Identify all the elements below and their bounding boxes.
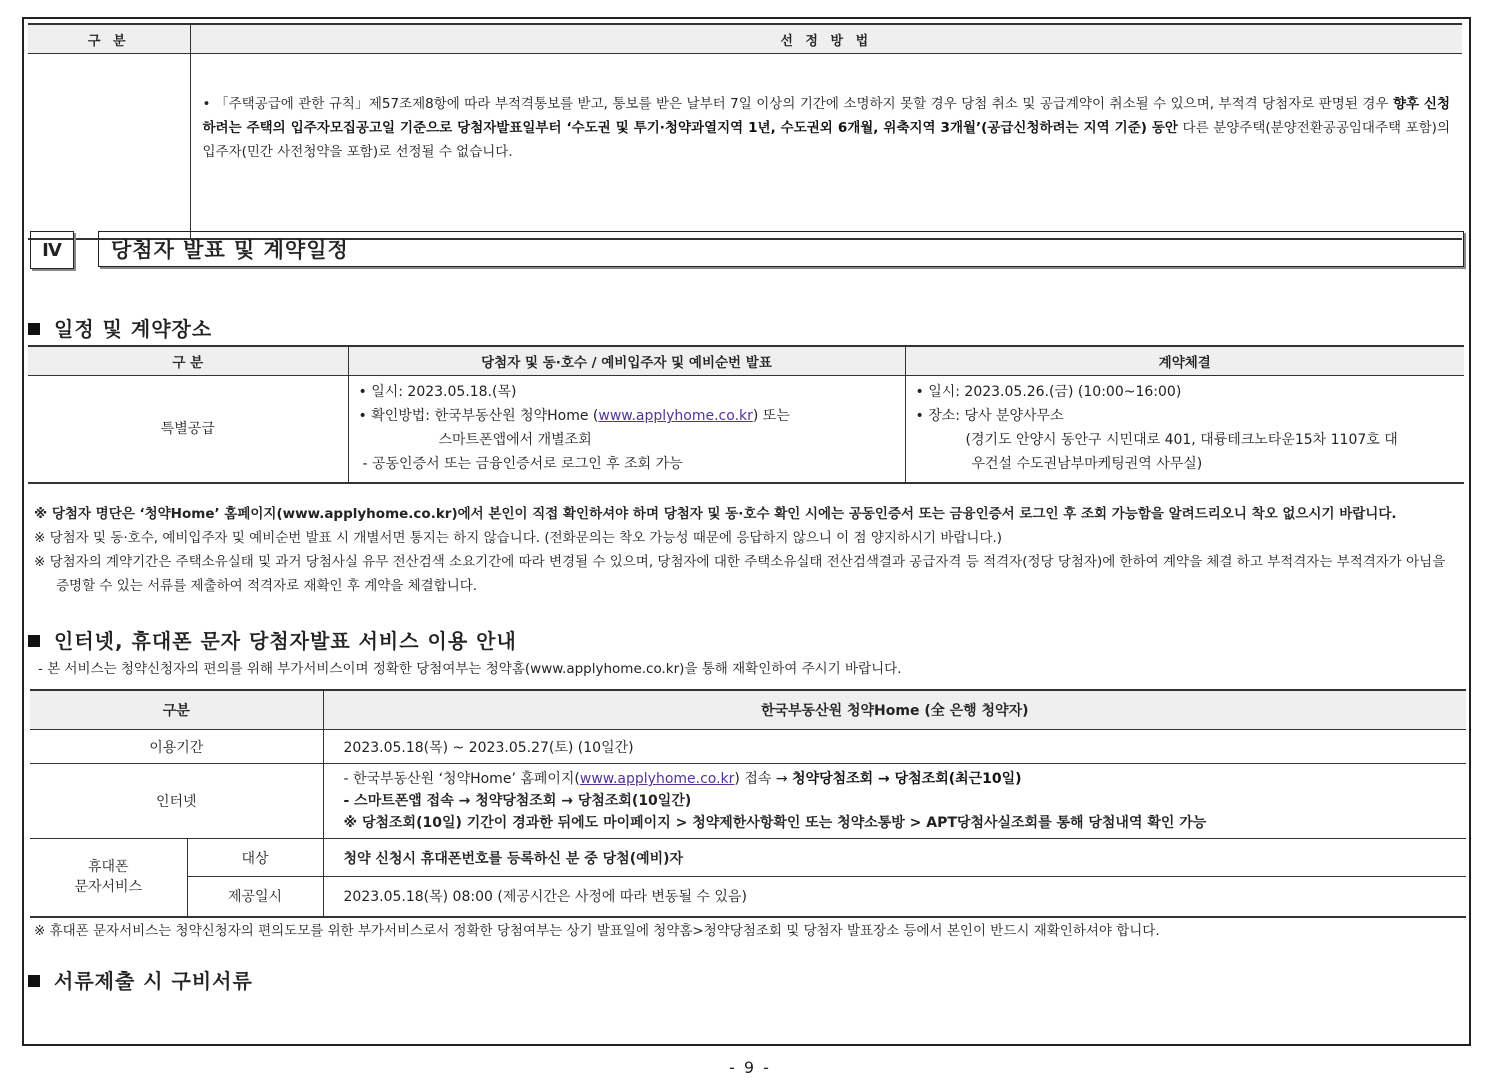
provide-date-label: 제공일시 [187, 877, 323, 917]
internet-line-2: - 스마트폰앱 접속 → 청약당첨조회 → 당첨조회(10일간) [343, 793, 692, 809]
row-label-special-supply: 특별공급 [28, 376, 348, 484]
section-header [30, 231, 1468, 271]
docs-heading: 서류제출 시 구비서류 [28, 965, 253, 994]
announce-date: • 일시: 2023.05.18.(목) [358, 384, 517, 400]
note-item: ※ 당첨자의 계약기간은 주택소유실태 및 과거 당첨사실 유무 전산검색 소요기간에 따라 변경될 수 있으며, 당첨자에 대한 주택소유실태 전산검색결과 공급자격 등 적격자(정당 당첨자)에 한하여 계약을 체결 하고 부적격자는 부적격자가 아님을 증명할 수 있는 서류를 제출하여 적격자로 재확인 후 계약을 체결합니다. [34, 554, 1446, 594]
svc-col-applyhome: 한국부동산원 청약Home (全 은행 청약자) [323, 690, 1466, 730]
service-heading: 인터넷, 휴대폰 문자 당첨자발표 서비스 이용 안내 [28, 625, 517, 654]
contract-address-1: (경기도 안양시 동안구 시민대로 401, 대륭테크노타운15차 1107호 대 [965, 432, 1398, 448]
sms-service-label: 휴대폰 문자서비스 [30, 839, 187, 917]
contract-date: • 일시: 2023.05.26.(금) (10:00~16:00) [915, 384, 1182, 400]
section-number: Ⅳ [30, 231, 74, 269]
applyhome-link[interactable]: www.applyhome.co.kr [579, 771, 735, 787]
empty-category-cell [28, 54, 190, 240]
internet-line-1: - 한국부동산원 ‘청약Home’ 홈페이지(www.applyhome.co.kr) 접속 → 청약당첨조회 → 당첨조회(최근10일) [343, 771, 1022, 787]
sched-col-contract: 계약체결 [905, 346, 1464, 376]
period-value: 2023.05.18(목) ~ 2023.05.27(토) (10일간) [323, 730, 1466, 764]
applyhome-link[interactable]: www.applyhome.co.kr [598, 408, 753, 424]
provide-date-value: 2023.05.18(목) 08:00 (제공시간은 사정에 따라 변동될 수 있음) [323, 877, 1466, 917]
schedule-notes [34, 502, 1460, 598]
schedule-table [28, 345, 1464, 484]
sched-col-announcement: 당첨자 및 동·호수 / 예비입주자 및 예비순번 발표 [348, 346, 905, 376]
target-label: 대상 [187, 839, 323, 877]
service-table [30, 689, 1466, 918]
internet-details [323, 764, 1466, 839]
announce-method-line2: 스마트폰앱에서 개별조회 [438, 432, 592, 448]
schedule-heading: 일정 및 계약장소 [28, 313, 212, 342]
service-subnote: - 본 서비스는 청약신청자의 편의를 위해 부가서비스이며 정확한 당첨여부는 청약홈(www.applyhome.co.kr)을 통해 재확인하여 주시기 바랍니다. [38, 661, 902, 677]
contract-address-2: 우건설 수도권남부마케팅권역 사무실) [971, 456, 1203, 472]
square-bullet-icon [28, 975, 40, 987]
section-title: 당첨자 발표 및 계약일정 [98, 231, 1464, 267]
ineligibility-rule-text: • 「주택공급에 관한 규칙」제57조제8항에 따라 부적격통보를 받고, 통보를 받은 날부터 7일 이상의 기간에 소명하지 못할 경우 당첨 취소 및 공급계약이 취소될 수 있으며, 부적격 당첨자로 판명된 경우 향후 신청하려는 주택의 입주자모집공고일 기준으로 당첨자발표일부터 ‘수도권 및 투기·청약과열지역 1년, 수도권외 6개월, 위축지역 3개월’(공급신청하려는 지역 기준) 동안 다른 분양주택(분양전환공공임대주택 포함)의 입주자(민간 사전청약을 포함)로 선정될 수 없습니다. [190, 54, 1462, 240]
selection-method-table [28, 23, 1462, 240]
svc-col-category: 구분 [30, 690, 323, 730]
internet-line-3: ※ 당첨조회(10일) 기간이 경과한 뒤에도 마이페이지 > 청약제한사항확인 또는 청약소통방 > APT당첨사실조회를 통해 당첨내역 확인 가능 [343, 815, 1207, 831]
note-item: ※ 당첨자 명단은 ‘청약Home’ 홈페이지(www.applyhome.co.kr)에서 본인이 직접 확인하셔야 하며 당첨자 및 동·호수 확인 시에는 공동인증서 또는 금융인증서 로그인 후 조회 가능함을 알려드리오니 착오 없으시기 바랍니다. [34, 506, 1397, 522]
note-item: ※ 당첨자 및 동·호수, 예비입주자 및 예비순번 발표 시 개별서면 통지는 하지 않습니다. (전화문의는 착오 가능성 때문에 응답하지 않으니 이 점 양지하시기 바랍니다.) [34, 530, 1003, 546]
square-bullet-icon [28, 635, 40, 647]
square-bullet-icon [28, 323, 40, 335]
page-number: - 9 - [729, 1058, 771, 1077]
sms-footnote: ※ 휴대폰 문자서비스는 청약신청자의 편의도모를 위한 부가서비스로서 정확한 당첨여부는 상기 발표일에 청약홈>청약당첨조회 및 당첨자 발표장소 등에서 본인이 반드시 재확인하셔야 합니다. [34, 923, 1160, 939]
announcement-details [348, 376, 905, 484]
target-value: 청약 신청시 휴대폰번호를 등록하신 분 중 당첨(예비)자 [323, 839, 1466, 877]
contract-place: • 장소: 당사 분양사무소 [915, 408, 1064, 424]
announce-auth: - 공동인증서 또는 금융인증서로 로그인 후 조회 가능 [362, 456, 683, 472]
contract-details [905, 376, 1464, 484]
col-header-selection-method: 선 정 방 법 [190, 24, 1462, 54]
sched-col-category: 구 분 [28, 346, 348, 376]
period-label: 이용기간 [30, 730, 323, 764]
col-header-category: 구 분 [28, 24, 190, 54]
announce-method: • 확인방법: 한국부동산원 청약Home (www.applyhome.co.kr) 또는 [358, 408, 790, 424]
page-frame [22, 17, 1471, 1046]
internet-label: 인터넷 [30, 764, 323, 839]
